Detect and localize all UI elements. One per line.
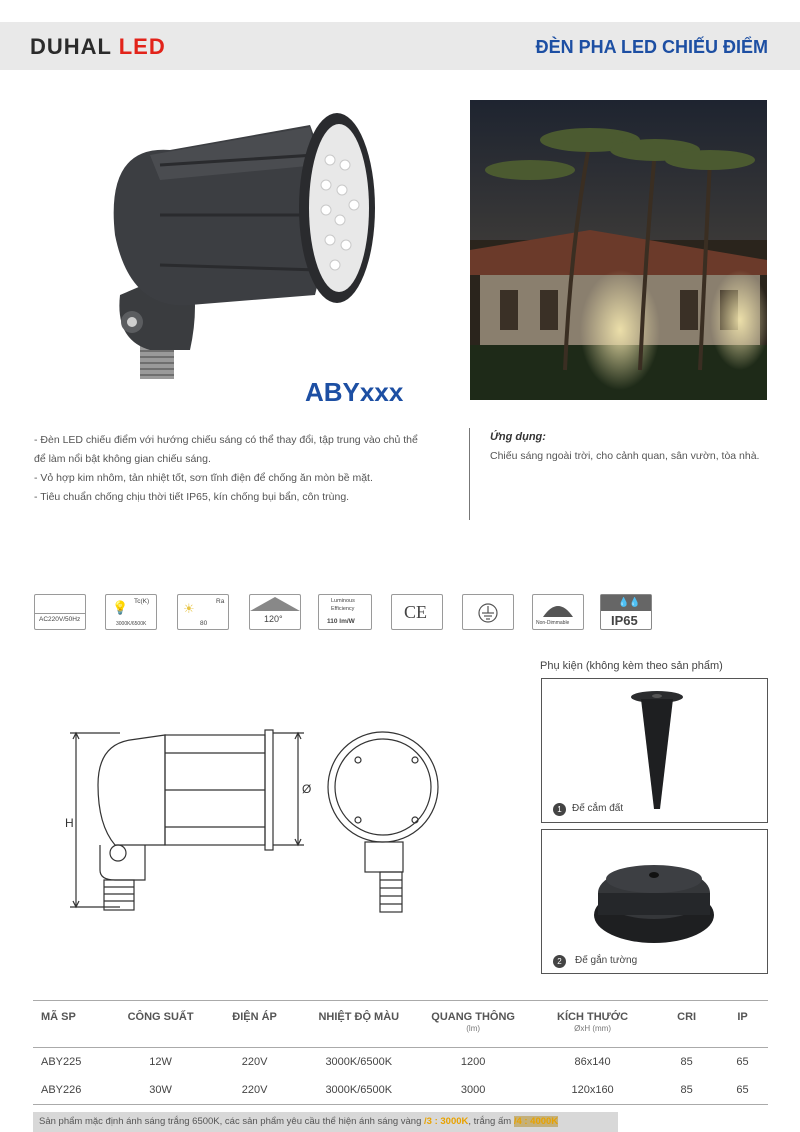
column-header: CRI	[656, 1001, 717, 1048]
accessory-card	[541, 678, 768, 823]
beam-angle-value: 120°	[264, 614, 283, 624]
ra-label: Ra	[216, 598, 225, 605]
table-cell: 85	[680, 1056, 693, 1068]
table-cell: 220V	[209, 1076, 300, 1105]
efficiency-title-2: Efficiency	[331, 606, 355, 612]
efficiency-title-1: Luminous	[331, 598, 355, 604]
column-header: KÍCH THƯỚC ØxH (mm)	[529, 1001, 656, 1048]
bulb-icon: 💡	[112, 600, 129, 615]
feature-item: - Đèn LED chiếu điểm với hướng chiếu sáng có thể thay đổi, tập trung vào chủ thể	[34, 434, 418, 446]
feature-item: - Tiêu chuẩn chống chịu thời tiết IP65, kín chống bụi bẩn, côn trùng.	[34, 491, 350, 503]
accessory-label: Đế cắm đất	[572, 803, 624, 814]
voltage-spec	[34, 594, 86, 630]
table-cell: 85	[656, 1076, 717, 1105]
technical-drawing	[60, 725, 460, 920]
height-label: H	[65, 816, 74, 830]
column-header: CÔNG SUẤT	[112, 1001, 209, 1048]
beam-angle-icon	[250, 595, 300, 611]
table-cell: 65	[736, 1056, 749, 1068]
feature-item: - Vỏ hợp kim nhôm, tản nhiệt tốt, sơn tĩnh điện để chống ăn mòn bề mặt.	[34, 472, 373, 484]
accessory-number: 1	[553, 803, 566, 816]
color-temperature-spec	[105, 594, 157, 630]
dimmer-icon	[541, 599, 575, 617]
ce-spec	[391, 594, 443, 630]
application-photo	[470, 100, 767, 400]
brand-accent: LED	[118, 34, 166, 59]
sun-icon: ☀	[183, 601, 195, 616]
note-warm-code: /3 : 3000K	[424, 1116, 469, 1127]
diameter-label: Ø	[302, 782, 312, 796]
wall-base-image	[592, 855, 717, 950]
table-cell: ABY225	[41, 1056, 82, 1068]
table-cell: 220V	[241, 1056, 268, 1068]
brand-main: DUHAL	[30, 34, 119, 59]
voltage-label: AC220V/50Hz	[39, 616, 81, 623]
column-header: NHIỆT ĐỘ MÀU	[300, 1001, 417, 1048]
efficiency-value: 110 lm/W	[327, 618, 355, 625]
table-row	[33, 1048, 768, 1077]
ce-mark: CE	[404, 602, 428, 622]
tc-label: Tc(K)	[134, 598, 150, 605]
accessories-title: Phụ kiện (không kèm theo sản phẩm)	[540, 660, 723, 672]
table-cell: 3000	[417, 1076, 529, 1105]
column-header: IP	[717, 1001, 768, 1048]
model-name: ABYxxx	[305, 377, 404, 407]
beam-angle-spec	[249, 594, 301, 630]
table-header-row	[33, 1001, 768, 1048]
table-cell: 30W	[112, 1076, 209, 1105]
application-title: Ứng dụng:	[490, 431, 546, 443]
accessory-number: 2	[553, 955, 566, 968]
ground-spec	[462, 594, 514, 630]
tc-values: 3000K/6500K	[116, 621, 147, 627]
table-cell: 86x140	[574, 1056, 611, 1068]
table-cell: 3000K/6500K	[325, 1056, 393, 1068]
spec-table	[33, 1000, 768, 1105]
water-drops-icon: 💧💧	[618, 597, 641, 607]
column-header: ĐIỆN ÁP	[209, 1001, 300, 1048]
accessory-label: Đế gắn tường	[575, 955, 638, 966]
ip-spec	[600, 594, 652, 630]
dimming-spec	[532, 594, 584, 630]
feature-item: để làm nổi bật không gian chiếu sáng.	[34, 453, 211, 465]
ip-rating: IP65	[611, 613, 638, 628]
brand-logo	[30, 34, 166, 60]
page-title: ĐÈN PHA LED CHIẾU ĐIỂM	[535, 37, 768, 57]
column-header: MÃ SP	[33, 1001, 112, 1048]
table-cell: 3000K/6500K	[300, 1076, 417, 1105]
ground-spike-image	[627, 689, 687, 814]
footer-note	[33, 1112, 618, 1132]
table-cell: 1200	[460, 1056, 486, 1068]
ra-value: 80	[200, 620, 208, 627]
note-middle: , trắng ấm	[468, 1116, 514, 1127]
table-row	[33, 1076, 768, 1105]
table-cell: ABY226	[33, 1076, 112, 1105]
table-cell: 12W	[149, 1056, 172, 1068]
table-cell: 120x160	[529, 1076, 656, 1105]
efficiency-spec	[318, 594, 372, 630]
feature-list	[34, 431, 444, 507]
application-text: Chiếu sáng ngoài trời, cho cảnh quan, sân vườn, tòa nhà.	[490, 450, 760, 462]
accessory-card	[541, 829, 768, 974]
product-photo	[90, 105, 420, 385]
column-header: QUANG THÔNG (lm)	[417, 1001, 529, 1048]
table-cell: 65	[717, 1076, 768, 1105]
ground-icon	[478, 603, 498, 623]
section-divider	[469, 428, 470, 520]
dimmable-label: Non-Dimmable	[536, 620, 570, 626]
cri-spec	[177, 594, 229, 630]
note-text: Sản phẩm mặc định ánh sáng trắng 6500K, các sản phẩm yêu cầu thể hiện ánh sáng vàng	[39, 1116, 425, 1127]
note-neutral-code: /4 : 4000K	[513, 1116, 559, 1127]
